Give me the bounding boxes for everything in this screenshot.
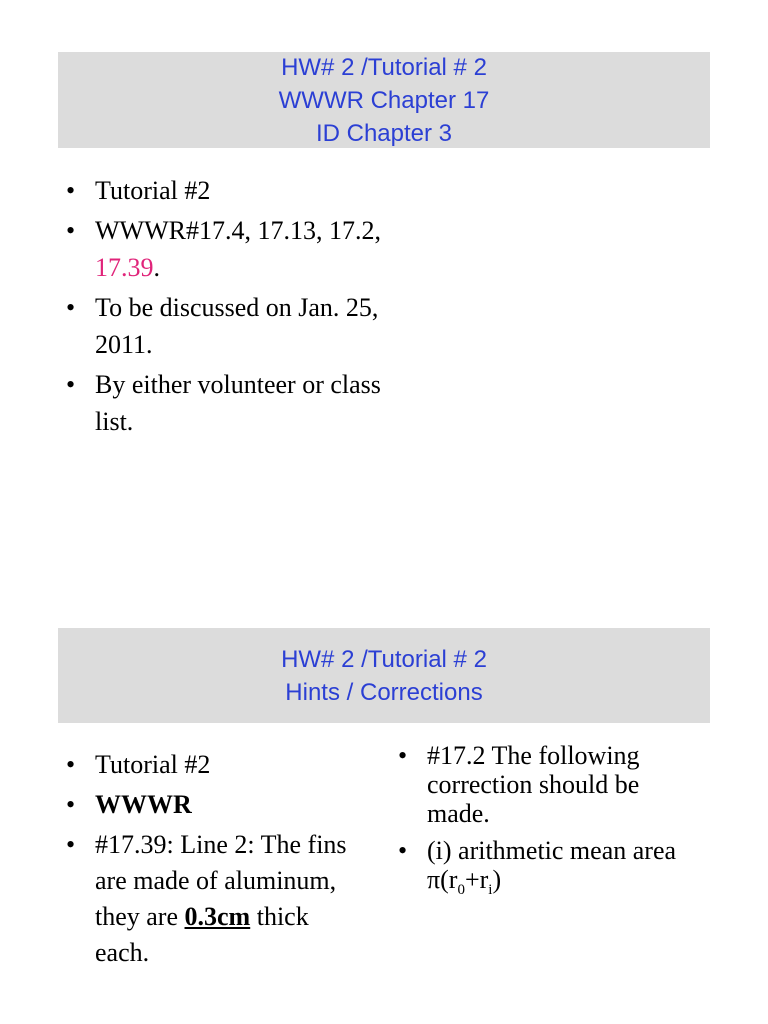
slide1-title-line-2: WWWR Chapter 17 bbox=[278, 86, 490, 114]
fins-text: #17.39: Line 2: The fins are made of aluminum, they are bbox=[95, 830, 347, 931]
slide2-right-bullet-list bbox=[390, 741, 690, 902]
slide2-title-line-2: Hints / Corrections bbox=[285, 678, 483, 706]
slide1-title-line-1: HW# 2 /Tutorial # 2 bbox=[281, 53, 487, 81]
bullet-tutorial-text: Tutorial #2 bbox=[95, 176, 211, 205]
wwwr-problems-text: WWWR#17.4, 17.13, 17.2, bbox=[95, 216, 381, 245]
subscript-0: 0 bbox=[457, 882, 465, 899]
bullet-correction-17-2 bbox=[390, 741, 690, 828]
fins-suffix: thick each. bbox=[95, 902, 309, 967]
close-paren: ) bbox=[492, 865, 502, 894]
subscript-i: i bbox=[488, 882, 493, 899]
bullet-arithmetic-mean bbox=[390, 836, 690, 899]
mean-area-text: (i) arithmetic mean area π(r bbox=[427, 836, 677, 894]
highlighted-problem: 17.39 bbox=[95, 253, 154, 282]
slide1-title-line-3: ID Chapter 3 bbox=[315, 119, 453, 147]
discussion-date-text: To be discussed on Jan. 25, 2011. bbox=[95, 293, 379, 359]
tutorial-2-text: Tutorial #2 bbox=[95, 750, 211, 779]
slide2-left-bullet-list bbox=[58, 747, 358, 975]
bullet-discussion-date bbox=[58, 289, 398, 363]
slide1-title-bar bbox=[58, 52, 710, 148]
wwwr-bold-text: WWWR bbox=[95, 790, 192, 819]
bullet-tutorial bbox=[58, 172, 398, 209]
correction-text: #17.2 The following correction should be made. bbox=[427, 741, 640, 828]
bullet-volunteer bbox=[58, 366, 398, 440]
plus-r-text: +r bbox=[464, 865, 489, 894]
wwwr-problems-suffix: . bbox=[153, 253, 160, 282]
volunteer-text: By either volunteer or class list. bbox=[95, 370, 381, 436]
fins-thickness-value: 0.3cm bbox=[184, 902, 251, 931]
bullet-fins-correction bbox=[58, 827, 358, 971]
slide2-title-bar bbox=[58, 628, 710, 723]
bullet-wwwr-problems bbox=[58, 212, 398, 286]
slide2-title-line-1: HW# 2 /Tutorial # 2 bbox=[281, 645, 487, 673]
slide1-bullet-list bbox=[58, 172, 398, 443]
bullet-tutorial-2 bbox=[58, 747, 358, 783]
bullet-wwwr bbox=[58, 787, 358, 823]
